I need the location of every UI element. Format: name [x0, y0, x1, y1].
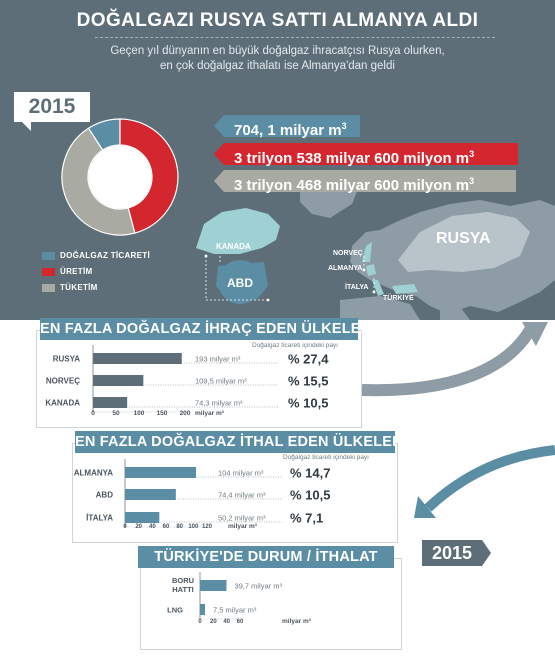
export-value-label: 109,5 milyar m³ — [195, 376, 247, 386]
export-share-note: Doğalgaz ticareti içindeki payı — [252, 342, 338, 349]
map-label-rusya: RUSYA — [436, 230, 491, 247]
turkey-bar-chart — [167, 572, 312, 625]
export-category-label: KANADA — [45, 398, 80, 408]
export-x-tick: 100 — [133, 410, 145, 417]
turkey-x-tick: 60 — [236, 619, 244, 625]
legend-label: DOĞALGAZ TİCARETİ — [60, 251, 150, 260]
import-category-label: ABD — [95, 490, 113, 500]
export-share-value: % 27,4 — [288, 351, 329, 367]
export-bar — [93, 397, 127, 408]
export-section-title: EN FAZLA DOĞALGAZ İHRAÇ EDEN ÜLKELER — [40, 318, 358, 340]
turkey-x-tick: 40 — [223, 619, 231, 625]
turkey-value-label: 7,5 milyar m³ — [213, 605, 257, 615]
export-value-label: 193 milyar m³ — [195, 354, 241, 364]
legend-label: ÜRETİM — [60, 267, 93, 276]
export-category-label: RUSYA — [52, 354, 80, 364]
import-x-tick: 60 — [162, 524, 170, 530]
import-x-tick: 80 — [176, 524, 184, 530]
import-x-axis-label: milyar m³ — [228, 523, 257, 530]
map-label-almanya: ALMANYA — [328, 265, 363, 272]
export-x-tick: 0 — [91, 410, 95, 417]
map-label-turkiye: TÜRKİYE — [383, 295, 414, 302]
map-label-italya: İTALYA — [345, 284, 369, 291]
page-title: DOĞALGAZI RUSYA SATTI ALMANYA ALDI — [76, 10, 479, 31]
import-value-label: 50,2 milyar m³ — [218, 513, 266, 523]
import-share-note: Doğalgaz ticareti içindeki payı — [283, 454, 369, 461]
subtitle-line-1: Geçen yıl dünyanın en büyük doğalgaz ihracatçısı Rusya olurken, — [110, 45, 445, 57]
export-x-tick: 200 — [179, 410, 191, 417]
callout-trade-value: 704, 1 milyar m — [234, 122, 342, 139]
export-share-value: % 15,5 — [288, 373, 329, 389]
turkey-x-tick: 20 — [209, 619, 217, 625]
map-label-norvec: NORVEÇ — [333, 250, 363, 257]
export-share-value: % 10,5 — [288, 395, 329, 411]
import-section-title: EN FAZLA DOĞALGAZ İTHAL EDEN ÜLKELER — [75, 431, 395, 453]
year-tag-turkey: 2015 — [422, 540, 482, 566]
import-share-value: % 10,5 — [290, 487, 331, 503]
export-bar-chart — [45, 345, 329, 417]
turkey-category-label: BORU HATTI — [171, 576, 195, 594]
callout-consumption-value: 3 trilyon 468 milyar 600 milyon m — [234, 177, 470, 194]
subtitle-line-2: en çok doğalgaz ithalatı ise Almanya'dan geldi — [160, 60, 395, 72]
callout-consumption-sup: 3 — [469, 176, 475, 186]
import-value-label: 74,4 milyar m³ — [218, 490, 266, 500]
map-label-kanada: KANADA — [216, 242, 251, 251]
import-x-tick: 100 — [188, 524, 199, 530]
import-category-label: ALMANYA — [73, 468, 113, 478]
turkey-category-label: LNG — [167, 605, 183, 615]
map-label-abd: ABD — [227, 276, 253, 290]
turkey-bar — [200, 604, 205, 615]
import-bar — [125, 489, 176, 500]
import-x-tick: 20 — [135, 524, 143, 530]
import-x-tick: 0 — [123, 524, 127, 530]
turkey-bar — [200, 580, 226, 591]
export-x-tick: 150 — [156, 410, 168, 417]
export-value-label: 74,3 milyar m³ — [195, 398, 243, 408]
export-x-tick: 50 — [112, 410, 120, 417]
export-category-label: NORVEÇ — [45, 376, 80, 386]
turkey-value-label: 39,7 milyar m³ — [234, 581, 282, 591]
callout-production-value: 3 trilyon 538 milyar 600 milyon m — [234, 150, 470, 167]
callout-trade-sup: 3 — [341, 121, 347, 131]
import-bar — [125, 512, 159, 523]
import-x-tick: 40 — [148, 524, 156, 530]
import-bar — [125, 467, 196, 478]
import-share-value: % 14,7 — [290, 465, 331, 481]
import-bar-chart — [74, 459, 331, 530]
import-value-label: 104 milyar m³ — [218, 468, 264, 478]
year-tag: 2015 — [14, 92, 90, 122]
turkey-x-axis-label: milyar m³ — [282, 618, 311, 625]
export-x-axis-label: milyar m³ — [195, 410, 224, 417]
callout-production-sup: 3 — [469, 149, 475, 159]
legend-label: TÜKETİM — [60, 283, 98, 292]
export-bar — [93, 375, 143, 386]
import-share-value: % 7,1 — [290, 510, 324, 526]
import-category-label: İTALYA — [86, 513, 113, 523]
turkey-x-tick: 0 — [198, 619, 202, 625]
import-x-tick: 120 — [201, 524, 213, 530]
export-bar — [93, 353, 182, 364]
turkey-section-title: TÜRKİYE'DE DURUM / İTHALAT — [138, 546, 394, 568]
